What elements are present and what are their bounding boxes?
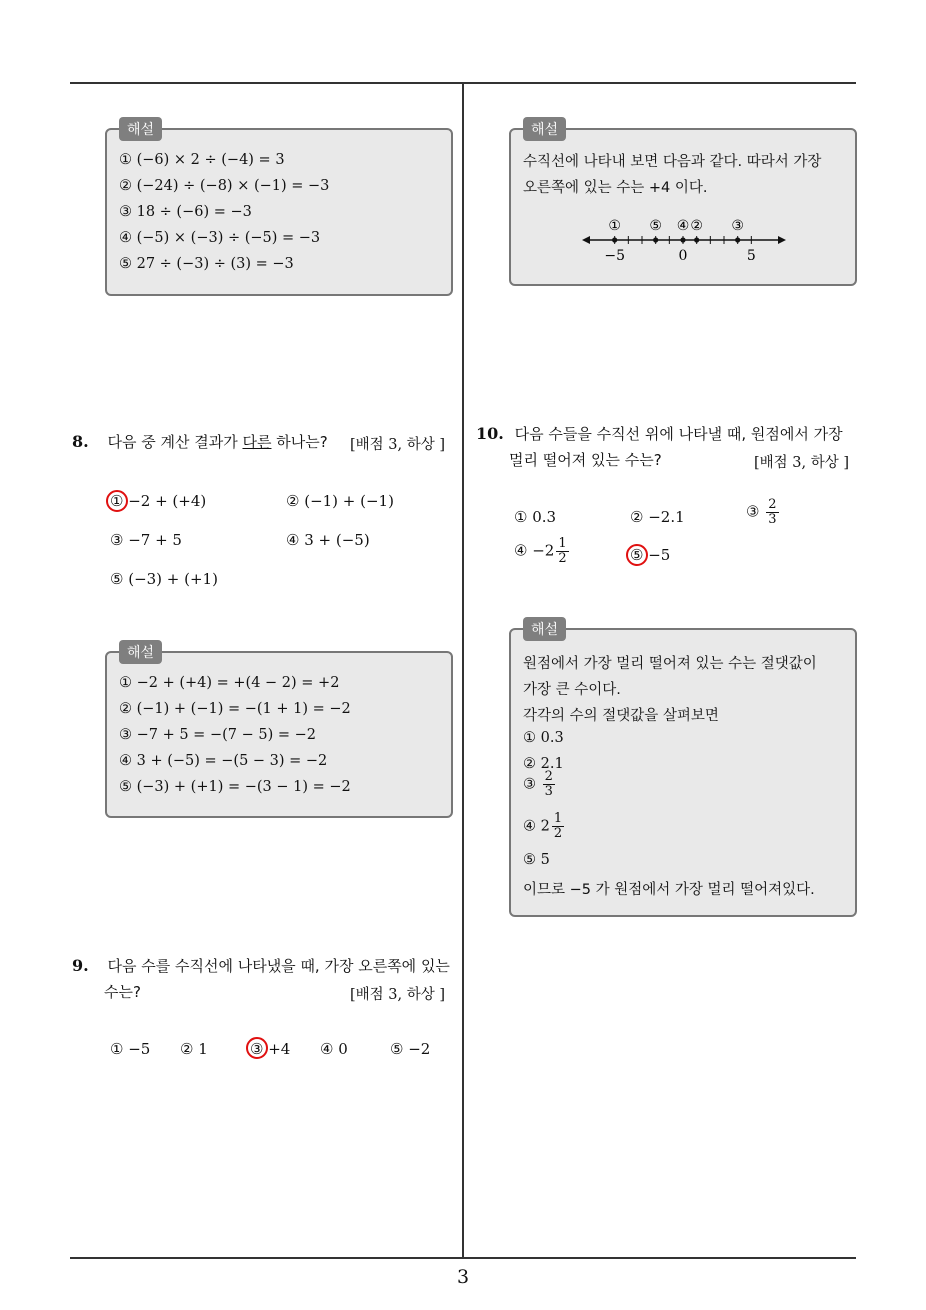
solution-line: ⑤ (−3) + (+1) = −(3 − 1) = −2	[119, 779, 351, 795]
choice-4[interactable]: ④ 3 + (−5)	[286, 531, 370, 549]
question-text: 멀리 떨어져 있는 수는?	[509, 451, 662, 469]
solution-line: ④ (−5) × (−3) ÷ (−5) = −3	[119, 230, 321, 246]
solution-line: 원점에서 가장 멀리 떨어져 있는 수는 절댓값이	[523, 656, 817, 672]
solution-line: 가장 큰 수이다.	[523, 682, 621, 698]
number-line-point-label: ③	[731, 218, 744, 234]
solution-line: 오른쪽에 있는 수는 +4 이다.	[523, 180, 708, 196]
question-8	[72, 431, 328, 452]
fraction: $\frac{2}{3}$	[544, 769, 553, 799]
solution-tag: 해설	[119, 640, 162, 664]
question-text: 다음 수들을 수직선 위에 나타낼 때, 원점에서 가장	[514, 425, 843, 443]
number-line-point	[735, 237, 740, 242]
choice-5[interactable]: ⑤ −2	[390, 1040, 431, 1058]
number-line-point-label: ⑤	[649, 218, 662, 234]
solution-line: 수직선에 나타내 보면 다음과 같다. 따라서 가장	[523, 154, 822, 170]
solution-line: ① (−6) × 2 ÷ (−4) = 3	[119, 152, 285, 168]
solution-tag: 해설	[523, 617, 566, 641]
solution-line: ⑤ 27 ÷ (−3) ÷ (3) = −3	[119, 256, 294, 272]
choice-1[interactable]: ① −5	[110, 1040, 151, 1058]
number-line-point	[694, 237, 699, 242]
solution-box-8	[105, 645, 453, 818]
choice-5[interactable]: ⑤ (−3) + (+1)	[110, 570, 218, 588]
number-line-tick-label: 0	[678, 248, 688, 264]
choice-prefix: ③	[746, 502, 760, 521]
number-line-point-label: ②	[690, 218, 703, 234]
solution-tag: 해설	[523, 117, 566, 141]
solution-line: ① 0.3	[523, 730, 564, 746]
choice-3[interactable]: ③ −7 + 5	[110, 531, 182, 549]
question-text: 하나는?	[271, 433, 328, 451]
choice-1[interactable]: ① −2 + (+4)	[110, 492, 207, 510]
number-line-tick-label: −5	[604, 248, 625, 264]
question-text-emphasis: 다른	[242, 433, 272, 451]
solution-line: ③ 18 ÷ (−6) = −3	[119, 204, 252, 220]
choice-2[interactable]: ② −2.1	[630, 508, 685, 526]
bottom-rule	[70, 1257, 856, 1259]
choice-1[interactable]: ① 0.3	[514, 508, 557, 526]
choice-2[interactable]: ② 1	[180, 1040, 208, 1058]
solution-line: 이므로 −5 가 원점에서 가장 멀리 떨어져있다.	[523, 882, 815, 898]
question-9	[72, 955, 450, 976]
solution-line: ④ 3 + (−5) = −(5 − 3) = −2	[119, 753, 328, 769]
column-divider	[462, 83, 464, 1258]
solution-line: ① −2 + (+4) = +(4 − 2) = +2	[119, 675, 340, 691]
question-text: 수는?	[104, 983, 141, 1001]
choice-3[interactable]	[746, 498, 779, 527]
choice-4[interactable]	[514, 537, 569, 566]
question-number: 10.	[476, 424, 504, 443]
solution-line: ⑤ 5	[523, 852, 550, 868]
solution-box-9	[509, 122, 857, 286]
solution-line: ④ 2 $\frac{1}{2}$	[523, 811, 563, 841]
number-line-point-label: ①	[608, 218, 621, 234]
choice-3[interactable]: ③ +4	[250, 1040, 291, 1058]
solution-line: ③ $\frac{2}{3}$	[523, 769, 553, 799]
points-label: [배점 3, 하상 ]	[350, 437, 446, 453]
number-line-point	[612, 237, 617, 242]
fraction: $\frac{2}{3}$	[768, 497, 777, 527]
number-line-point	[680, 237, 685, 242]
solution-line: ② 2.1	[523, 756, 564, 772]
question-number: 8.	[72, 432, 89, 451]
question-10	[476, 423, 843, 444]
solution-line: ② (−24) ÷ (−8) × (−1) = −3	[119, 178, 330, 194]
solution-line: ③ −7 + 5 = −(7 − 5) = −2	[119, 727, 316, 743]
number-line-point	[653, 237, 658, 242]
choice-4[interactable]: ④ 0	[320, 1040, 348, 1058]
number-line-tick-label: 5	[746, 248, 756, 264]
solution-line: 각각의 수의 절댓값을 살펴보면	[523, 708, 719, 724]
question-number: 9.	[72, 956, 89, 975]
solution-box-7	[105, 122, 453, 296]
page-number: 3	[456, 1266, 470, 1288]
points-label: [배점 3, 하상 ]	[350, 987, 446, 1003]
choice-2[interactable]: ② (−1) + (−1)	[286, 492, 394, 510]
fraction: $\frac{1}{2}$	[558, 536, 567, 566]
question-text: 다음 수를 수직선에 나타냈을 때, 가장 오른쪽에 있는	[107, 957, 450, 975]
points-label: [배점 3, 하상 ]	[754, 455, 850, 471]
fraction: $\frac{1}{2}$	[553, 811, 563, 841]
choice-5[interactable]: ⑤ −5	[630, 546, 671, 564]
solution-box-10	[509, 622, 857, 917]
solution-line: ② (−1) + (−1) = −(1 + 1) = −2	[119, 701, 351, 717]
solution-tag: 해설	[119, 117, 162, 141]
choice-prefix: ④ −2	[514, 541, 555, 560]
question-text: 다음 중 계산 결과가	[107, 433, 243, 451]
number-line-point-label: ④	[676, 218, 690, 234]
number-line	[579, 212, 809, 272]
